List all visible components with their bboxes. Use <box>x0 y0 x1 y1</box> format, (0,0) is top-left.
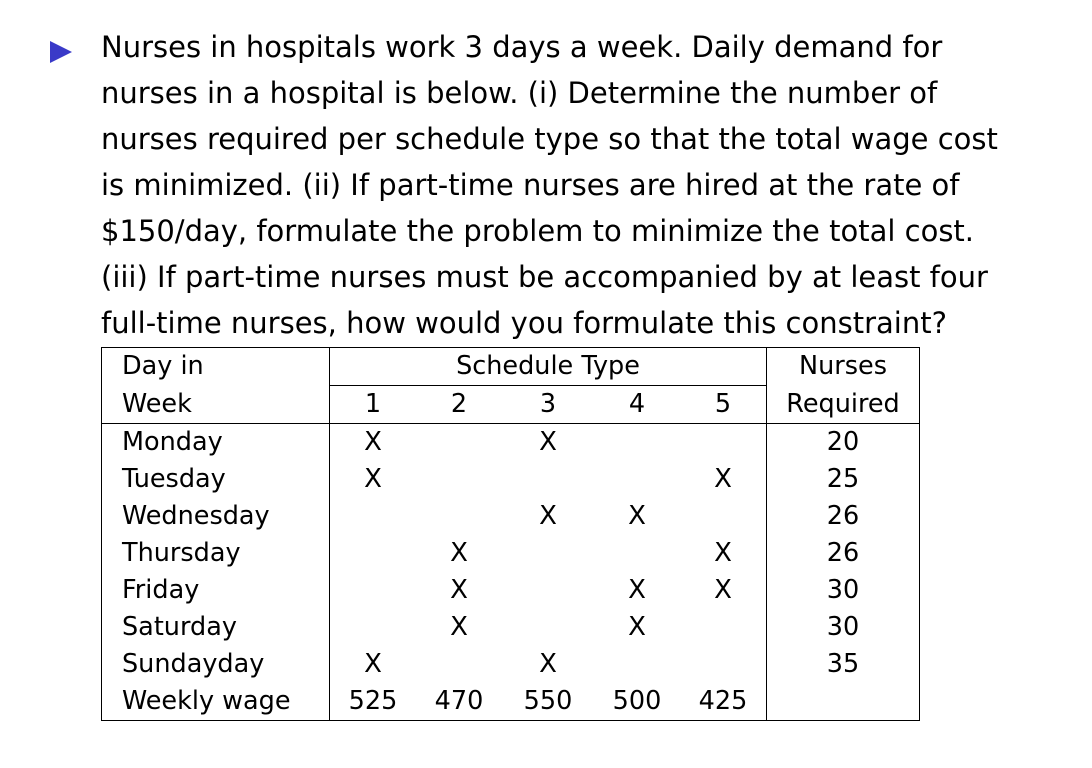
schedule-mark: X <box>364 427 382 457</box>
schedule-mark: X <box>628 575 646 605</box>
schedule-mark <box>502 572 594 609</box>
schedule-mark <box>594 646 680 683</box>
wage-label: Weekly wage <box>102 683 330 721</box>
header-schedule-number: 5 <box>680 386 767 424</box>
required-cell: 30 <box>767 609 920 646</box>
schedule-mark: X <box>539 649 557 679</box>
required-cell: 35 <box>767 646 920 683</box>
schedule-mark: X <box>450 612 468 642</box>
header-required-label: Nurses <box>767 348 920 386</box>
wage-value: 550 <box>502 683 594 721</box>
problem-line: $150/day, formulate the problem to minimize the total cost. <box>101 214 975 248</box>
problem-line: (iii) If part-time nurses must be accompanied by at least four <box>101 260 988 294</box>
header-schedule-number: 4 <box>594 386 680 424</box>
schedule-mark <box>502 461 594 498</box>
required-cell: 26 <box>767 535 920 572</box>
day-cell: Wednesday <box>102 498 330 535</box>
schedule-mark <box>416 424 502 462</box>
day-cell: Monday <box>102 424 330 462</box>
schedule-mark <box>330 535 417 572</box>
schedule-mark <box>594 461 680 498</box>
wage-value: 470 <box>416 683 502 721</box>
wage-empty-cell <box>767 683 920 721</box>
table-row <box>102 646 920 683</box>
schedule-mark: X <box>714 464 732 494</box>
schedule-mark <box>680 646 767 683</box>
wage-row <box>102 683 920 721</box>
day-cell: Saturday <box>102 609 330 646</box>
schedule-mark <box>594 424 680 462</box>
wage-value: 425 <box>680 683 767 721</box>
header-schedule-number: 1 <box>330 386 417 424</box>
schedule-mark: X <box>364 649 382 679</box>
schedule-mark: X <box>714 575 732 605</box>
schedule-mark <box>416 498 502 535</box>
table-row <box>102 535 920 572</box>
day-cell: Sundayday <box>102 646 330 683</box>
schedule-mark <box>680 424 767 462</box>
bullet-triangle-icon <box>50 41 72 63</box>
schedule-mark: X <box>450 575 468 605</box>
table-row <box>102 461 920 498</box>
schedule-mark <box>416 461 502 498</box>
header-day-label: Day in <box>102 348 330 386</box>
table-header-row <box>102 348 920 386</box>
header-schedule-number: 2 <box>416 386 502 424</box>
header-required-label: Required <box>767 386 920 424</box>
problem-line: full-time nurses, how would you formulate this constraint? <box>101 306 947 340</box>
required-cell: 25 <box>767 461 920 498</box>
table-row <box>102 498 920 535</box>
table-header-row <box>102 386 920 424</box>
schedule-mark <box>416 646 502 683</box>
problem-line: nurses in a hospital is below. (i) Determine the number of <box>101 76 938 110</box>
required-cell: 26 <box>767 498 920 535</box>
schedule-mark: X <box>628 612 646 642</box>
schedule-mark <box>594 535 680 572</box>
schedule-mark <box>330 572 417 609</box>
schedule-mark <box>502 535 594 572</box>
schedule-mark <box>680 498 767 535</box>
nurse-schedule-table <box>101 347 920 721</box>
schedule-mark <box>502 609 594 646</box>
schedule-mark <box>330 609 417 646</box>
header-schedule-title: Schedule Type <box>330 348 767 386</box>
required-cell: 30 <box>767 572 920 609</box>
schedule-mark: X <box>450 538 468 568</box>
schedule-mark: X <box>714 538 732 568</box>
schedule-mark: X <box>539 427 557 457</box>
problem-line: Nurses in hospitals work 3 days a week. Daily demand for <box>101 30 943 64</box>
schedule-mark <box>330 498 417 535</box>
table-row <box>102 424 920 462</box>
day-cell: Tuesday <box>102 461 330 498</box>
schedule-mark: X <box>364 464 382 494</box>
wage-value: 525 <box>330 683 417 721</box>
schedule-mark: X <box>628 501 646 531</box>
header-day-label: Week <box>102 386 330 424</box>
header-schedule-number: 3 <box>502 386 594 424</box>
day-cell: Thursday <box>102 535 330 572</box>
problem-line: is minimized. (ii) If part-time nurses are hired at the rate of <box>101 168 960 202</box>
schedule-mark: X <box>539 501 557 531</box>
problem-line: nurses required per schedule type so that the total wage cost <box>101 122 998 156</box>
table-row <box>102 609 920 646</box>
schedule-mark <box>680 609 767 646</box>
problem-statement <box>101 24 1061 346</box>
wage-value: 500 <box>594 683 680 721</box>
day-cell: Friday <box>102 572 330 609</box>
required-cell: 20 <box>767 424 920 462</box>
table-row <box>102 572 920 609</box>
